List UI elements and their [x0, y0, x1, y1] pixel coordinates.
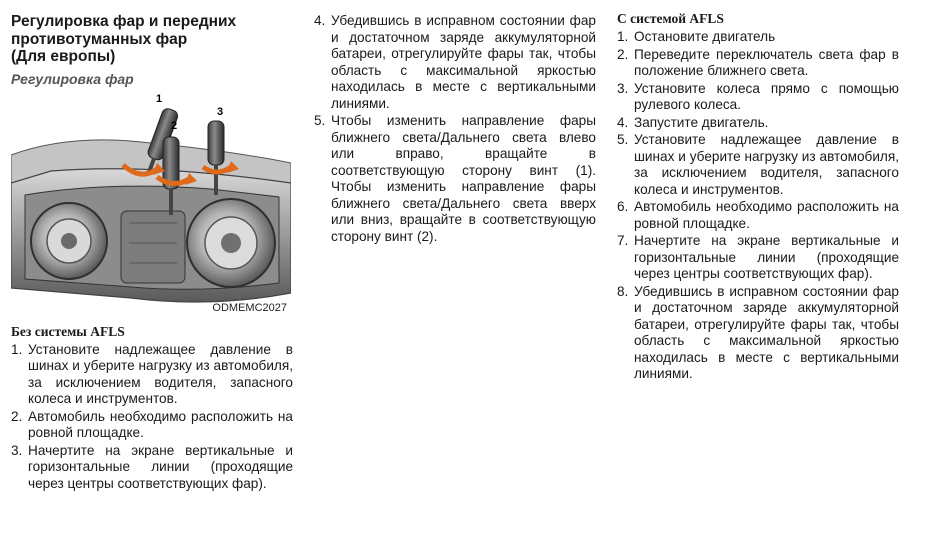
list-item [617, 284, 899, 383]
section-title-no-afls: Без системы AFLS [11, 323, 125, 339]
list-item [617, 47, 899, 80]
title-line-1: Регулировка фар и передних [11, 13, 237, 30]
step-text: Установите надлежащее давление в шинах и уберите нагрузку из автомобиля, за исключением водителя, запасного колеса и инструментов. [28, 341, 293, 406]
figure-label-1: 1 [156, 92, 163, 105]
step-text: Убедившись в исправном состоянии фар и достаточном заряде аккумуляторной батареи, отрегулируйте фары так, чтобы область с максимальной яркостью находилась в месте с вертикальными линиями. [331, 13, 596, 111]
left-lamp-core [61, 233, 77, 249]
step-number: 3. [617, 80, 629, 96]
step-text: Установите надлежащее давление в шинах и уберите нагрузку из автомобиля, за исключением водителя, запасного колеса и инструментов. [634, 132, 899, 197]
steps-afls [617, 29, 899, 383]
step-number: 4. [314, 13, 326, 28]
step-text: Чтобы изменить направление фары ближнего света/Дальнего света влево или вправо, вращайте в соответствующую сторону винт (1). Чтобы изменить направление фары ближнего света/Дальнего света вверх или вниз, вращайте в соответствующую сторону винт (2). [331, 113, 596, 244]
step-text: Убедившись в исправном состоянии фар и достаточном заряде аккумуляторной батареи, отрегулируйте фары так, чтобы область с максимальной яркостью находилась в месте с вертикальными линиями. [634, 283, 899, 381]
section-title-afls: С системой AFLS [617, 11, 724, 26]
step-text: Автомобиль необходимо расположить на ровной площадке. [634, 199, 899, 231]
headlamp-figure [11, 93, 291, 316]
step-text: Начертите на экране вертикальные и горизонтальные линии (проходящие через центры соответствующих фар). [634, 233, 899, 281]
list-item [11, 443, 293, 493]
list-item [617, 199, 899, 232]
step-number: 5. [314, 113, 326, 128]
figure-code: ODMEMC2027 [212, 301, 287, 314]
list-item [617, 233, 899, 283]
step-text: Запустите двигатель. [634, 114, 769, 130]
headlamp-illustration [11, 93, 291, 316]
step-number: 2. [617, 46, 629, 62]
figure-label-3: 3 [217, 105, 224, 118]
right-column [617, 11, 899, 384]
step-number: 2. [11, 408, 23, 424]
middle-column [314, 13, 596, 246]
list-item [11, 409, 293, 442]
left-column [11, 0, 293, 493]
step-number: 4. [617, 114, 629, 130]
right-lamp-core [221, 233, 241, 253]
list-item [617, 132, 899, 198]
list-item [11, 342, 293, 408]
step-text: Автомобиль необходимо расположить на ровной площадке. [28, 408, 293, 440]
title-line-3: (Для европы) [11, 48, 116, 65]
step-text: Остановите двигатель [634, 29, 776, 44]
list-item [617, 81, 899, 114]
step-number: 6. [617, 199, 629, 214]
list-item [617, 115, 899, 132]
page-title [11, 13, 293, 66]
step-text: Установите колеса прямо с помощью рулевого колеса. [634, 80, 899, 112]
steps-no-afls [11, 342, 293, 493]
list-item [314, 113, 596, 245]
center-block [121, 211, 185, 283]
step-text: Начертите на экране вертикальные и горизонтальные линии (проходящие через центры соответствующих фар). [28, 442, 293, 491]
step-number: 3. [11, 442, 23, 458]
step-number: 1. [11, 341, 23, 357]
list-item [617, 29, 899, 46]
step-number: 8. [617, 283, 629, 299]
subtitle: Регулировка фар [11, 70, 134, 87]
step-text: Переведите переключатель света фар в положение ближнего света. [634, 46, 899, 78]
step-number: 7. [617, 233, 629, 248]
figure-label-2: 2 [171, 119, 178, 132]
list-item [314, 13, 596, 112]
step-number: 1. [617, 29, 629, 44]
step-number: 5. [617, 132, 629, 147]
steps-continued [314, 13, 596, 245]
title-line-2: противотуманных фар [11, 30, 188, 48]
